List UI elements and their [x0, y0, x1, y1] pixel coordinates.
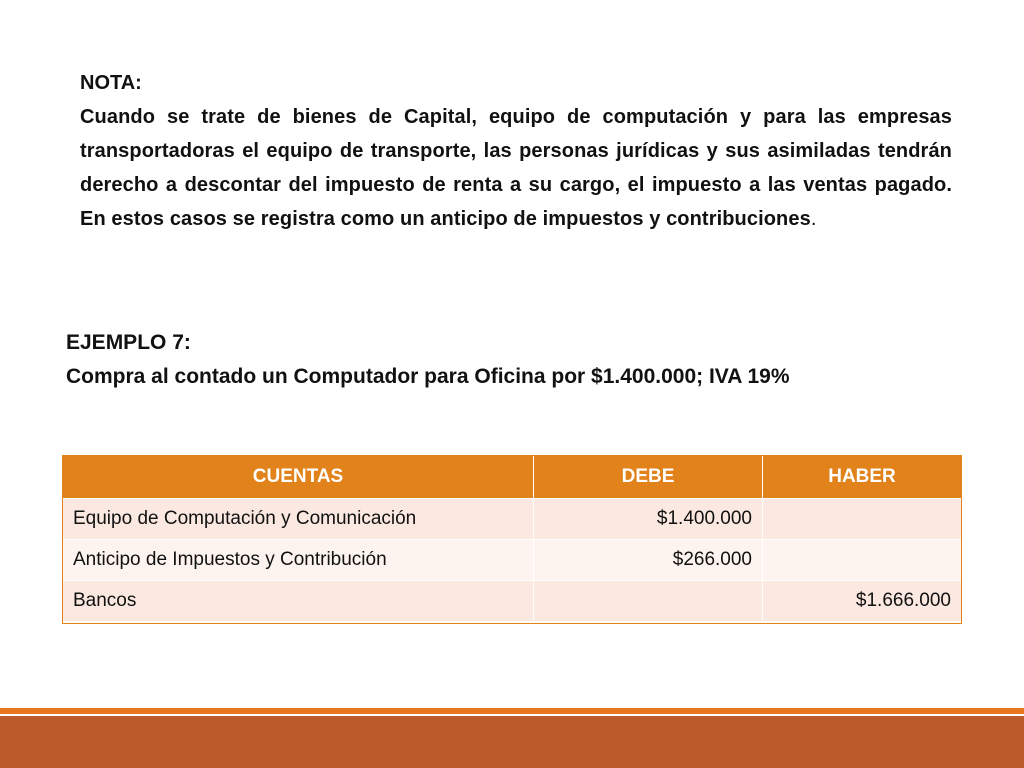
example-description: Compra al contado un Computador para Oficina por $1.400.000; IVA 19% [66, 365, 790, 388]
ledger-table [63, 456, 961, 621]
header-debe: DEBE [534, 456, 763, 499]
table-row [63, 499, 961, 540]
footer-accent-line [0, 708, 1024, 714]
cell-cuenta: Bancos [63, 581, 534, 622]
cell-debe: $266.000 [534, 540, 763, 581]
example-block [66, 326, 966, 394]
cell-haber: $1.666.000 [763, 581, 962, 622]
footer-bar [0, 716, 1024, 768]
cell-haber [763, 499, 962, 540]
example-title: EJEMPLO 7: [66, 331, 191, 354]
table-row [63, 581, 961, 622]
cell-debe: $1.400.000 [534, 499, 763, 540]
note-title: NOTA: [80, 72, 142, 94]
cell-debe [534, 581, 763, 622]
cell-cuenta: Anticipo de Impuestos y Contribución [63, 540, 534, 581]
note-body-tail: . [810, 208, 817, 230]
table-row [63, 540, 961, 581]
note-block [80, 66, 952, 236]
cell-haber [763, 540, 962, 581]
header-cuentas: CUENTAS [63, 456, 534, 499]
note-body-text: Cuando se trate de bienes de Capital, equipo de computación y para las empresas transportadoras el equipo de transporte, las personas jurídicas y sus asimiladas tendrán derecho a descontar del impuesto de renta a su cargo, el impuesto a las ventas pagado. En estos casos se registra como un anticipo de impuestos y contribuciones [80, 106, 952, 230]
ledger-header-row [63, 456, 961, 499]
note-body [80, 100, 952, 236]
header-haber: HABER [763, 456, 962, 499]
cell-cuenta: Equipo de Computación y Comunicación [63, 499, 534, 540]
